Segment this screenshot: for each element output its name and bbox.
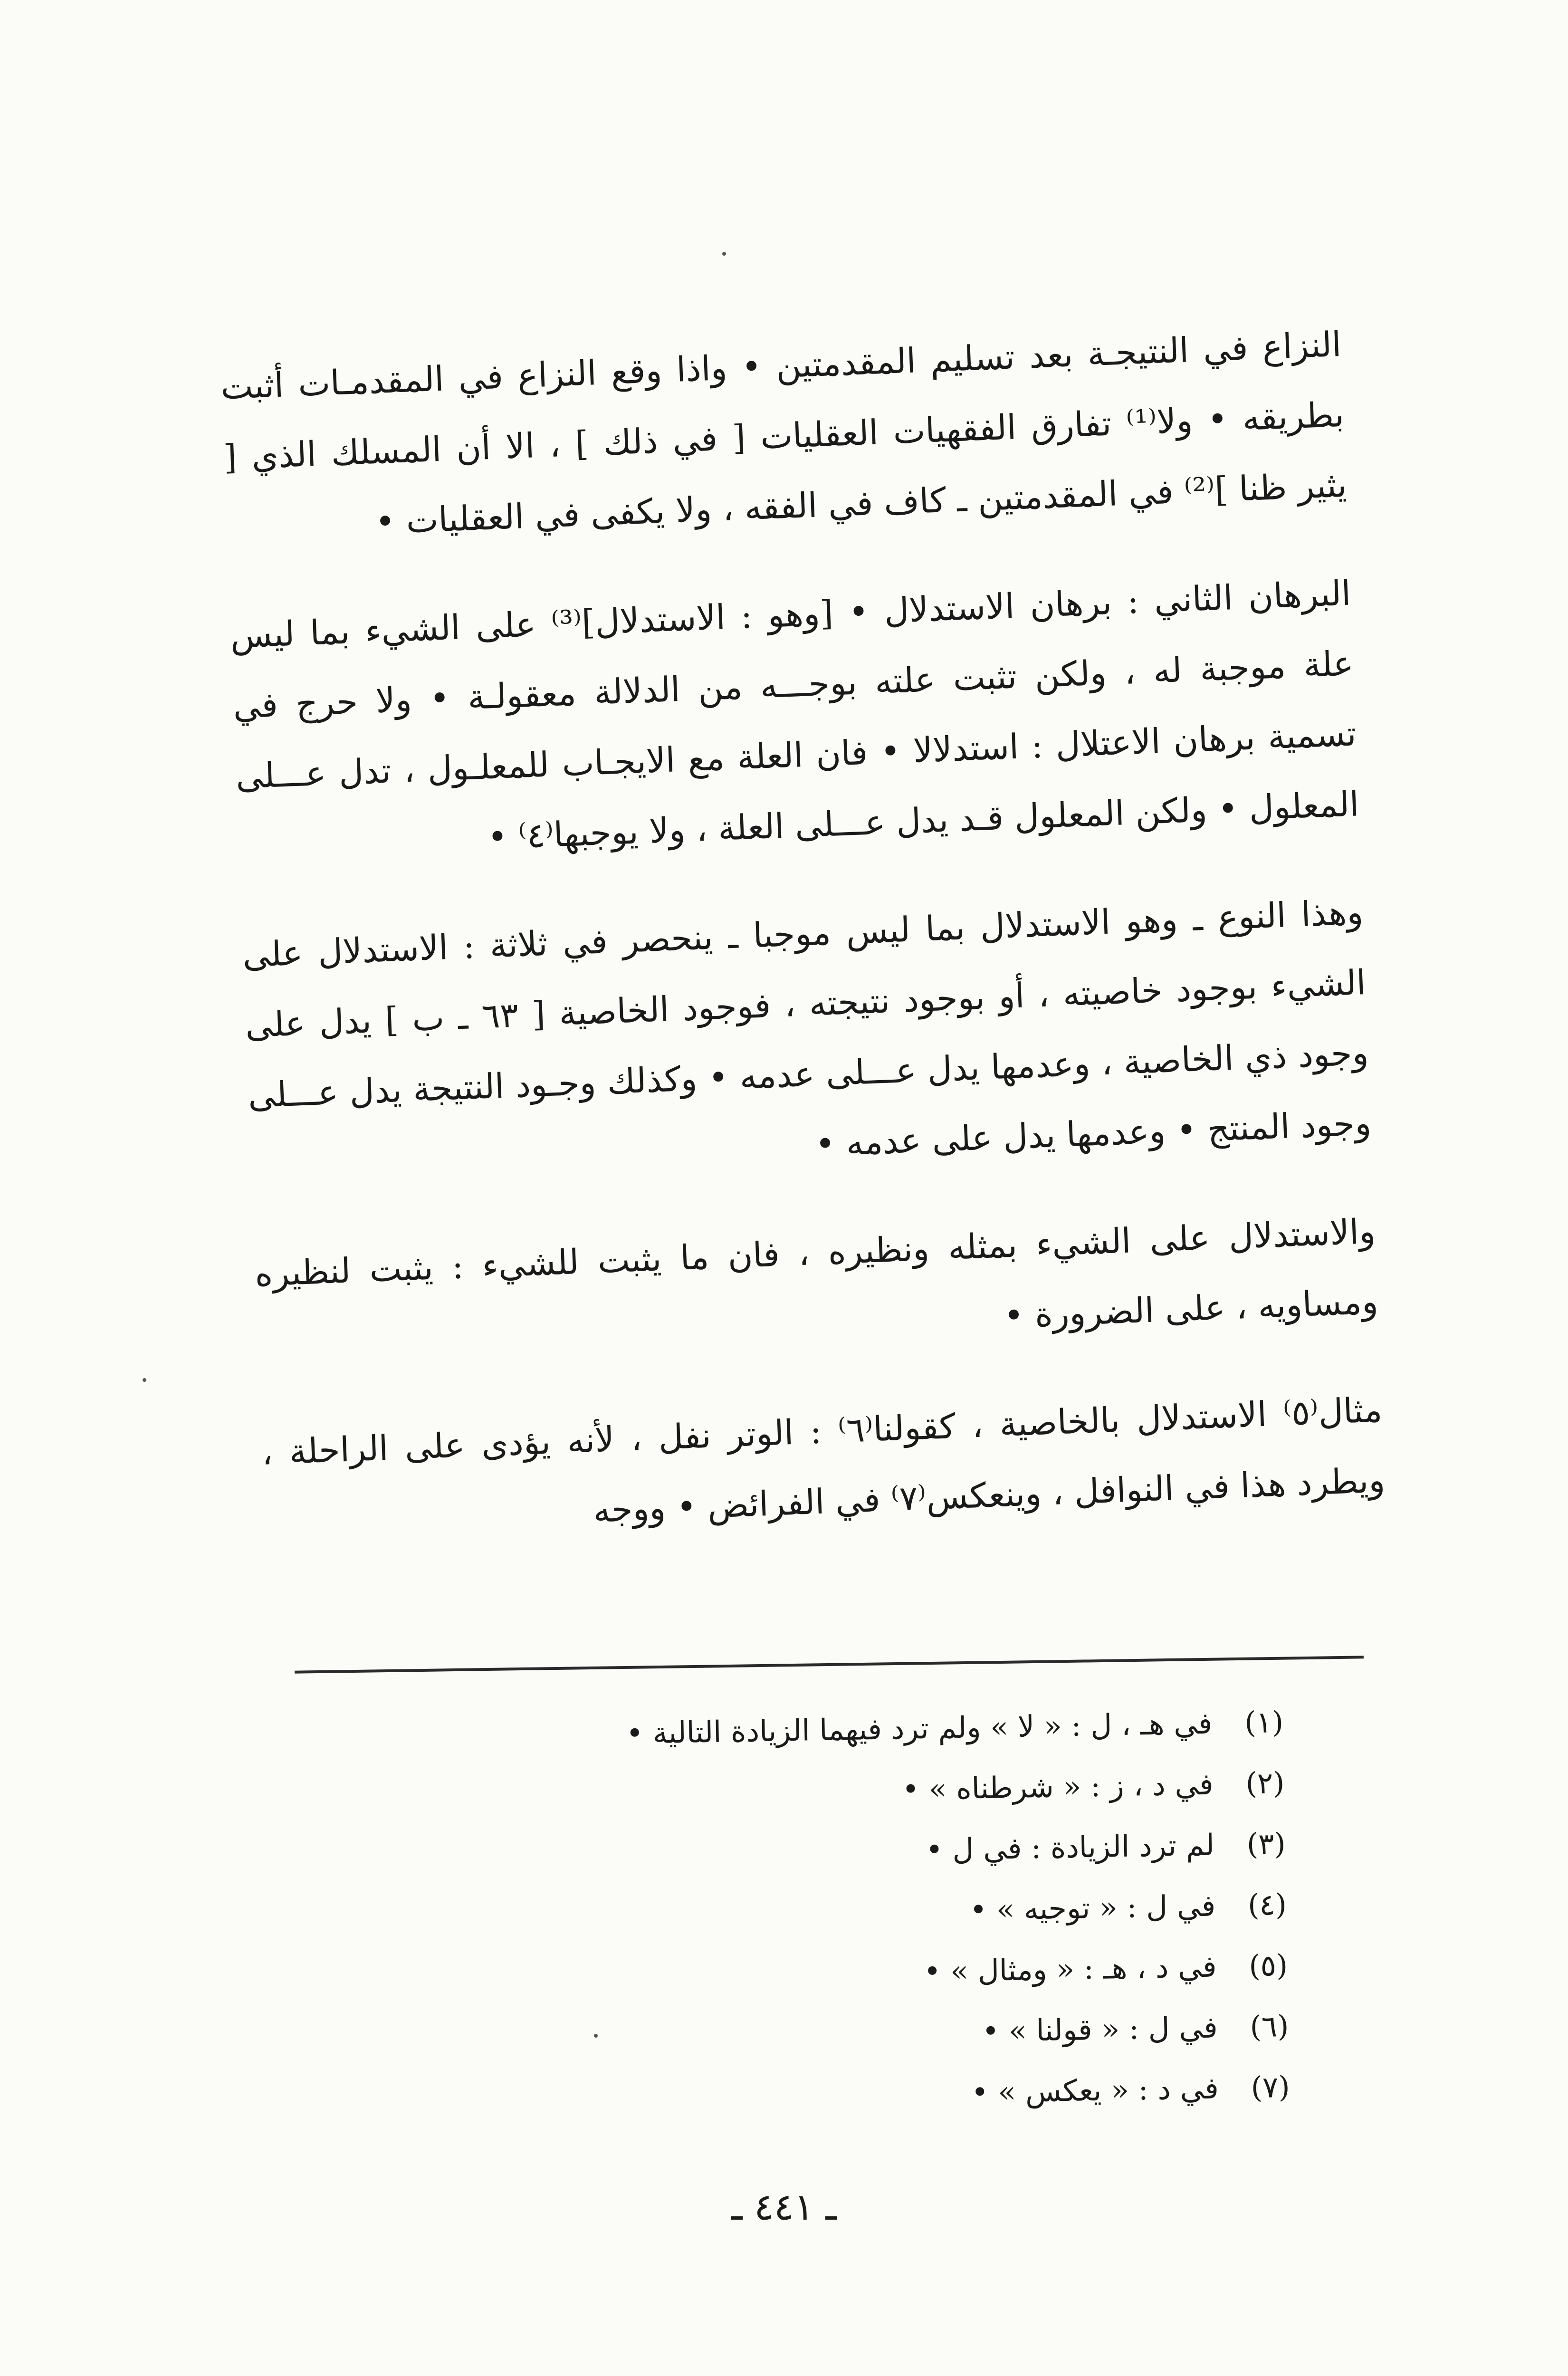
footnote-number: (١) xyxy=(1244,1704,1284,1740)
paragraph-4: والاستدلال على الشيء بمثله ونظيره ، فان ما يثبت للشيء : يثبت لنظيره ومساويه ، على الضرورة • xyxy=(254,1211,1379,1336)
footnote-text: لم ترد الزيادة : في ل • xyxy=(925,1827,1215,1868)
footnote-number: (٤) xyxy=(1247,1887,1287,1923)
footnote-text: في د ، ز : « شرطناه » • xyxy=(901,1766,1214,1807)
footnotes xyxy=(380,1692,1290,2133)
page-number: ـ ٤٤١ ـ xyxy=(731,2186,837,2229)
body-text xyxy=(220,309,1388,1596)
footnote-text: في ل : « قولنا » • xyxy=(981,2010,1218,2049)
footnote-text: في د ، هـ : « ومثال » • xyxy=(923,1949,1217,1989)
paragraph-3: وهذا النوع ـ وهو الاستدلال بما ليس موجبا ـ ينحصر في ثلاثة : الاستدلال على الشيء بوجود خاصيته ، أو بوجود نتيجته ، فوجود الخاصية [ ٦٣ ـ ب ] يدل على وجود ذي الخاصية ، وعدمها يدل عـــلى عدمه • وكذلك وجـود النتيجة يدل عـــلى وجود المنتج • وعدمها يدل على عدمه • xyxy=(241,892,1372,1164)
footnote-text: في هـ ، ل : « لا » ولم ترد فيهما الزيادة التالية • xyxy=(625,1705,1213,1751)
scan-speck xyxy=(143,1378,146,1382)
footnote-number: (٦) xyxy=(1249,2008,1289,2044)
scan-speck xyxy=(594,2034,598,2038)
footnote-text: في ل : « توجيه » • xyxy=(969,1888,1216,1927)
footnote-text: في د : « يعكس » • xyxy=(971,2070,1219,2110)
footnote-number: (٧) xyxy=(1251,2069,1291,2105)
footnote-number: (٥) xyxy=(1248,1947,1288,1983)
paragraph-1: النزاع في النتيجـة بعد تسليم المقدمتين • واذا وقع النزاع في المقدمـات أثبت بطريقه • ولا⁽¹⁾ تفارق الفقهيات العقليات [ في ذلك ] ، الا أن المسلك الذي [ يثير ظنا ]⁽²⁾ في المقدمتين ـ كاف في الفقه ، ولا يكفى في العقليات • xyxy=(220,324,1348,542)
scan-speck xyxy=(722,252,726,256)
footnote-number: (٢) xyxy=(1245,1765,1285,1801)
footnote-divider xyxy=(295,1656,1364,1673)
paragraph-5: مثال⁽٥⁾ الاستدلال بالخاصية ، كقولنا⁽٦⁾ : الوتر نفل ، لأنه يؤدى على الراحلة ، ويطرد هذا في النوافل ، وينعكس⁽٧⁾ في الفرائض • ووجه xyxy=(261,1389,1386,1531)
paragraph-2: البرهان الثاني : برهان الاستدلال • [وهو : الاستدلال]⁽³⁾ على الشيء بما ليس علة موجبة له ، ولكن تثبت علته بوجـــه من الدلالة معقولـة • ولا حرج في تسمية برهان الاعتلال : استدلالا • فان العلة مع الايجـاب للمعلـول ، تدل عـــلى المعلول • ولكن المعلول قـد يدل عـــلى العلة ، ولا يوجبها⁽٤⁾ • xyxy=(229,573,1360,857)
footnote-number: (٣) xyxy=(1246,1826,1286,1862)
